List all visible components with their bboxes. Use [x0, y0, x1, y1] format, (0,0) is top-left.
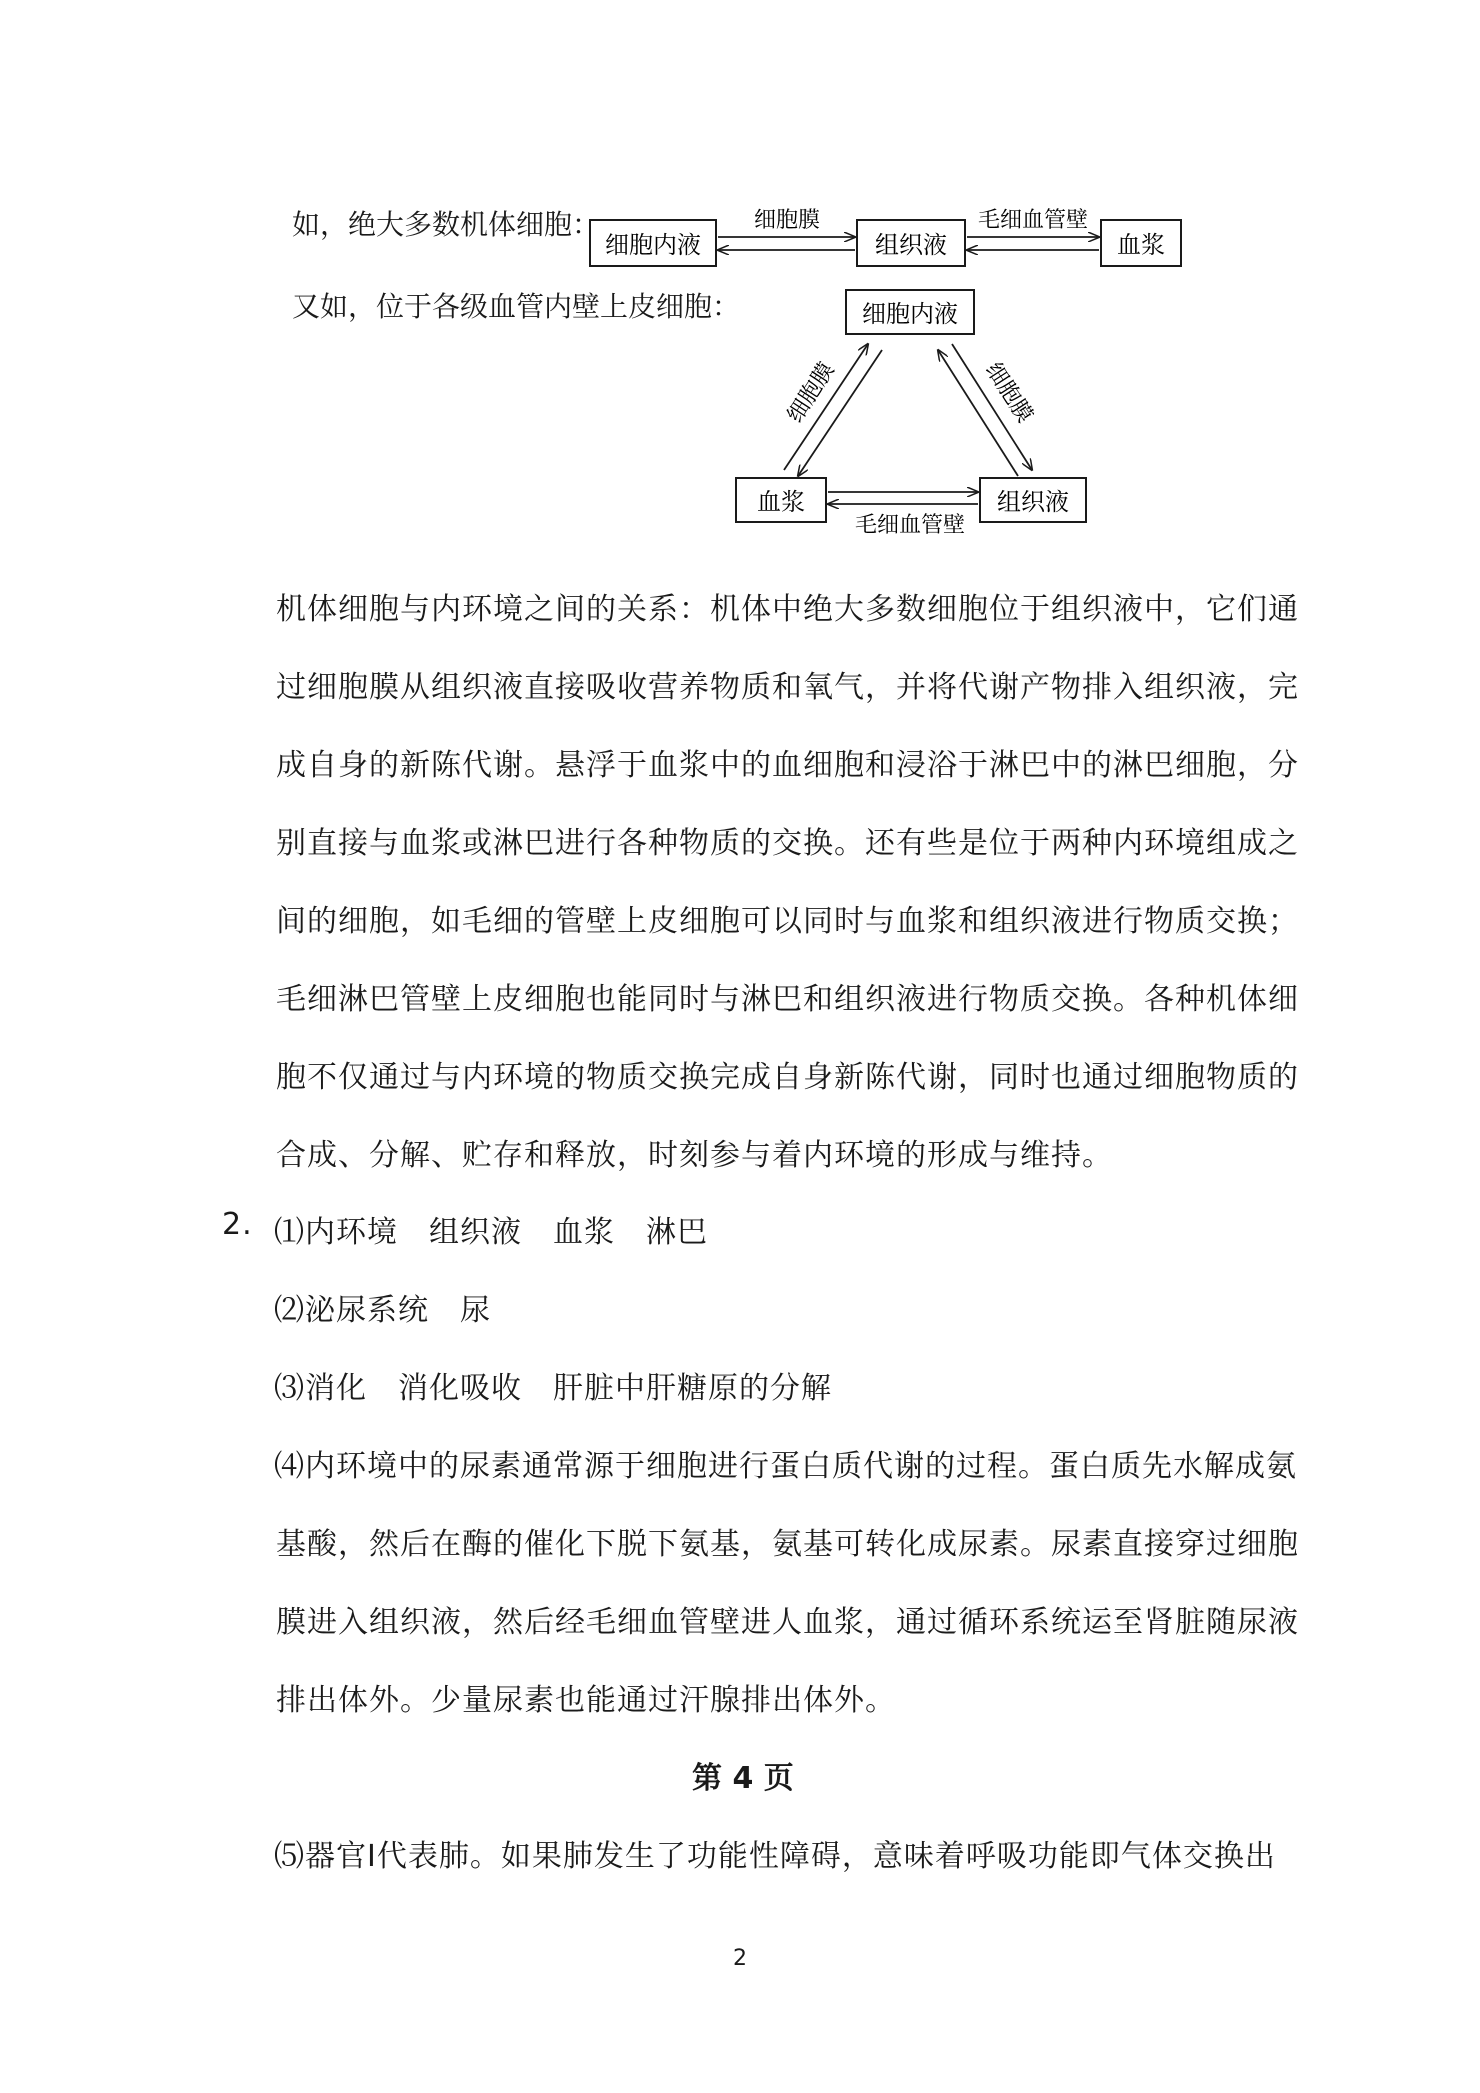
paragraph-line: 间的细胞，如毛细的管壁上皮细胞可以同时与血浆和组织液进行物质交换；: [276, 904, 1299, 939]
paragraph-line: 过细胞膜从组织液直接吸收营养物质和氧气，并将代谢产物排入组织液，完: [276, 670, 1299, 705]
d2-edge-bottom-label: 毛细血管壁: [854, 513, 966, 538]
paragraph-line: 排出体外。少量尿素也能通过汗腺排出体外。: [276, 1683, 896, 1718]
answer-item-2: ⑵泌尿系统 尿: [274, 1293, 491, 1328]
d2-box-left-label: 血浆: [757, 488, 805, 516]
diagram1: [0, 0, 1480, 560]
paragraph-line: 合成、分解、贮存和释放，时刻参与着内环境的形成与维持。: [276, 1138, 1113, 1173]
section-heading: 第 4 页: [692, 1761, 794, 1796]
d1-box-mid-label: 组织液: [875, 231, 947, 259]
d2-box-top-label: 细胞内液: [862, 300, 958, 328]
paragraph-line: 基酸，然后在酶的催化下脱下氨基，氨基可转化成尿素。尿素直接穿过细胞: [276, 1527, 1299, 1562]
paragraph-line: 别直接与血浆或淋巴进行各种物质的交换。还有些是位于两种内环境组成之: [276, 826, 1299, 861]
paragraph-line: 膜进入组织液，然后经毛细血管壁进人血浆，通过循环系统运至肾脏随尿液: [276, 1605, 1299, 1640]
d1-box-left-label: 细胞内液: [605, 231, 701, 259]
paragraph-line: 毛细淋巴管壁上皮细胞也能同时与淋巴和组织液进行物质交换。各种机体细: [276, 982, 1299, 1017]
paragraph-line: ⑷内环境中的尿素通常源于细胞进行蛋白质代谢的过程。蛋白质先水解成氨: [274, 1449, 1297, 1484]
paragraph-line: 机体细胞与内环境之间的关系：机体中绝大多数细胞位于组织液中，它们通: [276, 592, 1299, 627]
paragraph-line: 成自身的新陈代谢。悬浮于血浆中的血细胞和浸浴于淋巴中的淋巴细胞，分: [276, 748, 1299, 783]
question-number: 2.: [222, 1207, 253, 1242]
d1-arrow-right-label: 毛细血管壁: [977, 208, 1089, 233]
d2-box-right-label: 组织液: [997, 488, 1069, 516]
paragraph-line: 胞不仅通过与内环境的物质交换完成自身新陈代谢，同时也通过细胞物质的: [276, 1060, 1299, 1095]
diagram1-intro: 如，绝大多数机体细胞：: [292, 208, 601, 241]
d1-box-right-label: 血浆: [1117, 231, 1165, 259]
d1-arrow-left-label: 细胞膜: [753, 208, 821, 233]
answer-item-3: ⑶消化 消化吸收 肝脏中肝糖原的分解: [274, 1371, 832, 1406]
page-number: 2: [733, 1946, 747, 1971]
answer-item-1: ⑴内环境 组织液 血浆 淋巴: [274, 1215, 708, 1250]
d2-edge-right-label: 细胞膜: [980, 358, 1038, 428]
diagram2-intro: 又如，位于各级血管内壁上皮细胞：: [292, 290, 741, 323]
d2-edge-left-label: 细胞膜: [782, 358, 840, 428]
answer-item-5: ⑸器官Ⅰ代表肺。如果肺发生了功能性障碍，意味着呼吸功能即气体交换出: [274, 1839, 1276, 1874]
